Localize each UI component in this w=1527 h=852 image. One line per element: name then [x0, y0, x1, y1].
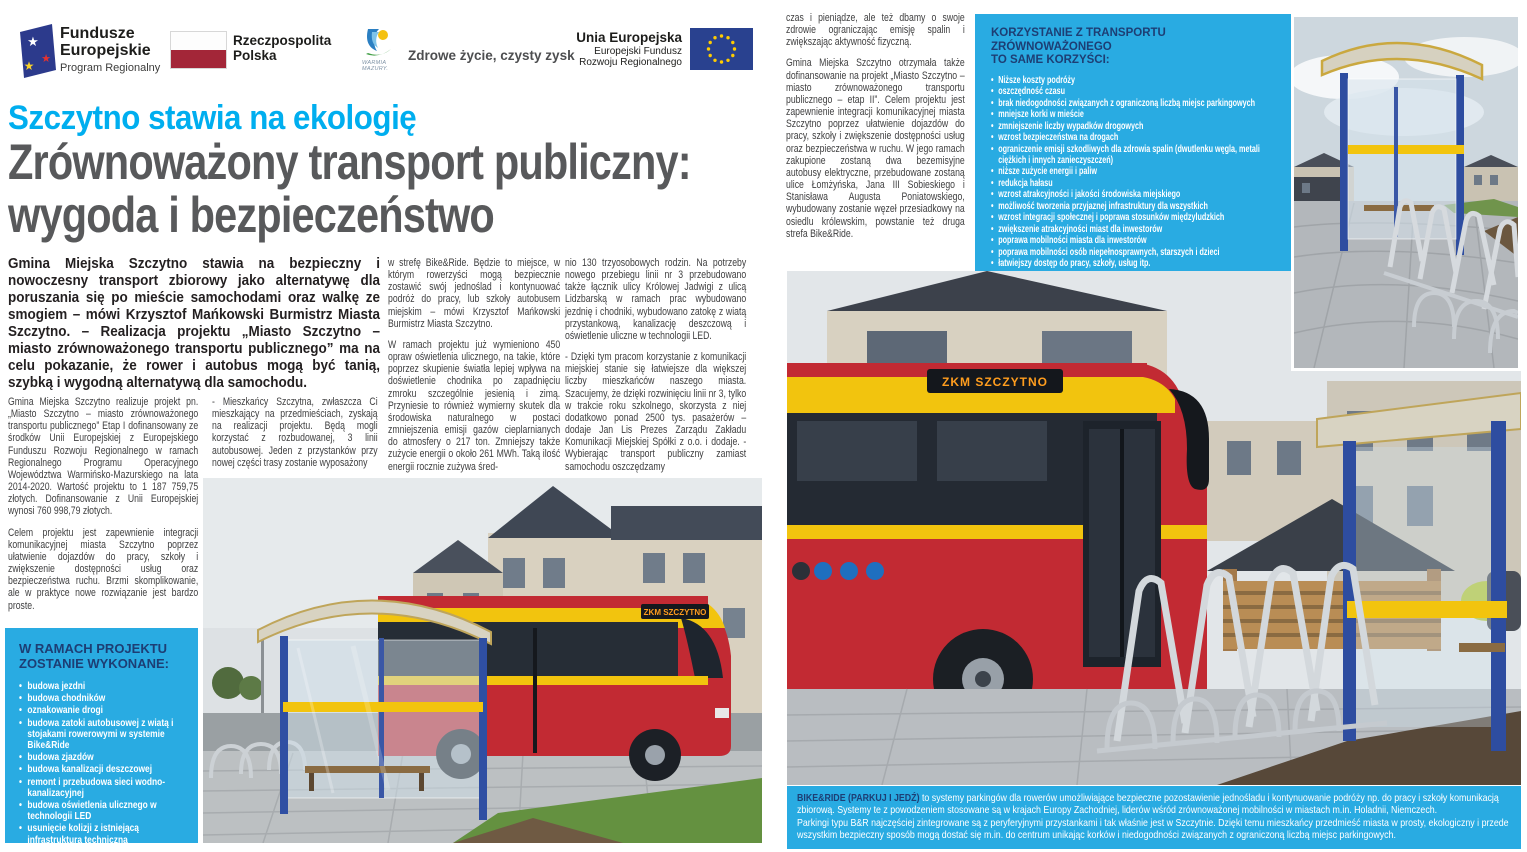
list-item: • remont i przebudowa sieci wodno-kanalizacyjnej: [19, 777, 187, 799]
list-item: • budowa oświetlenia ulicznego w technologii LED: [19, 800, 187, 822]
eu-logo-text: [560, 30, 682, 69]
list-item: • wzrost integracji społecznej i poprawa stosunków międzyludzkich: [991, 212, 1276, 223]
list-item: • budowa kanalizacji deszczowej: [19, 764, 187, 775]
list-item: • brak niedogodności związanych z ograniczoną liczbą miejsc parkingowych: [991, 98, 1276, 109]
bus-destination-display: ZKM SZCZYTNO: [942, 375, 1048, 389]
warmia-tagline: Zdrowe życie, czysty zysk: [408, 48, 575, 63]
list-item: • oszczędność czasu: [991, 86, 1276, 97]
article-intro: Gmina Miejska Szczytno stawia na bezpieczny i nowoczesny transport zbiorowy jako alternatywę dla poruszania się po mieście samochodami oraz walkę ze smogiem – mówi Krzysztof Mańkowski Burmistrz Miasta Szczytno. – Realizacja projektu „Miasto Szczytno – miasto zrównoważonego transportu publicznego” ma na celu pokazanie, że rower i autobus mogą być tanią, szybką i wygodną alternatywą dla samochodu.: [8, 256, 380, 391]
list-item: • wzrost atrakcyjności i jakości środowiska miejskiego: [991, 189, 1276, 200]
benefits-box: [975, 14, 1291, 272]
paragraph: Gmina Miejska Szczytno realizuje projekt pn. „Miasto Szczytno – miasto zrównoważonego transportu publicznego” Etap I dofinansowany ze środków Unii Europejskiej z Europejskiego Funduszu Rozwoju Regionalnego w ramach Regionalnego Programu Operacyjnego Województwa Warmińsko-Mazurskiego na lata 2014-2020. Wartość projektu to 1 187 759,75 złotych. Dofinansowanie z Unii Europejskiej wynosi 760 998,79 złotych.: [8, 396, 199, 518]
article-column-2: [212, 396, 378, 478]
caption-text-1: BIKE&RIDE (PARKUJ I JEDŹ) to systemy parkingów dla rowerów umożliwiające bezpieczne pozostawienie jednośladu i kontynuowanie podróży np. do pracy i szkoły komunikacją zbiorową. Systemy te z powodzeniem stosowane są w krajach Europy Zachodniej, liderów wśród zrównoważonej mobilności w miastach m.in. Holadnii, Niemczech.: [797, 793, 1499, 817]
article-column-5: [786, 12, 965, 249]
bus-destination-display: ZKM SZCZYTNO: [643, 608, 707, 617]
list-item: • budowa zjazdów: [19, 752, 187, 763]
article-headline: Zrównoważony transport publiczny: wygoda i bezpieczeństwo: [8, 134, 691, 243]
poland-flag-icon: [170, 31, 227, 69]
article-kicker: Szczytno stawia na ekologię: [8, 99, 417, 137]
eu-line1: Unia Europejska: [576, 30, 682, 45]
svg-text:★: ★: [41, 53, 51, 65]
list-item: • budowa chodników: [19, 693, 187, 704]
list-item: • zmniejszenie liczby wypadków drogowych: [991, 121, 1276, 132]
fundusze-logo-text: [60, 26, 160, 74]
paragraph: w strefę Bike&Ride. Będzie to miejsce, w którym rowerzyści mogą bezpiecznie zostawić swój jednoślad i kontynuować podróż do pracy, lub szkoły autobusem miejskim – mówi Krzysztof Mańkowski Burmistrz Miasta Szczytno.: [388, 257, 561, 330]
warmia-mazury-name: WARMIA MAZURY.: [362, 60, 389, 73]
list-item: • Niższe koszty podróży: [991, 75, 1276, 86]
fundusze-flag-icon: [16, 22, 60, 82]
poland-line1: Rzeczpospolita: [233, 33, 332, 48]
eu-funding-logo-strip: [0, 0, 770, 110]
article-column-1: [8, 396, 198, 621]
project-box-title: W RAMACH PROJEKTU ZOSTANIE WYKONANE:: [19, 641, 169, 671]
bike-ride-caption-box: [787, 786, 1521, 849]
list-item: • zwiększenie atrakcyjności miast dla inwestorów: [991, 224, 1276, 235]
list-item: • możliwość tworzenia przyjaznej infrastruktury dla wszystkich: [991, 201, 1276, 212]
caption-lead: BIKE&RIDE (PARKUJ I JEDŹ): [797, 793, 920, 804]
eu-line2: Europejski Fundusz: [594, 45, 682, 57]
caption-text-2: Parkingi typu B&R najczęściej zintegrowane są z peryferyjnymi przystankami i tak właśnie jest w Szczytnie. Dzięki temu mieszkańcy przedmieść miasta w prosty, ekologiczny i przede wszystkim bezpieczny sposób mogą dostać się m.in. do centrum unikając korków i niedogodności związanych z ograniczoną liczbą miejsc parkingowych.: [797, 817, 1509, 841]
list-item: • budowa zatoki autobusowej z wiatą i stojakami rowerowymi w systemie Bike&Ride: [19, 718, 187, 752]
paragraph: czas i pieniądze, ale też dbamy o swoje zdrowie ograniczając emisję spalin i zwiększając aktywność fizyczną.: [786, 12, 965, 49]
fundusze-line2: Europejskie: [60, 41, 151, 59]
bus-stop-scene: [203, 478, 762, 843]
list-item: • poprawa mobilności miasta dla inwestorów: [991, 235, 1276, 246]
svg-text:★: ★: [23, 59, 35, 73]
shelter-inset-scene: [1294, 17, 1518, 368]
paragraph: nio 130 trzyosobowych rodzin. Na potrzeby nowego przebiegu linii nr 3 przebudowano także łącznik ulicy Królowej Jadwigi z ulicą Lidzbarską w ramach prac wybudowano jezdnię i chodniki, wybudowano zatokę z wiatą przystankową, kanalizację deszczową i oświetlenie uliczne w technologii LED.: [565, 257, 747, 342]
benefits-list: [991, 75, 1276, 270]
list-item: • ograniczenie emisji szkodliwych dla zdrowia spalin (dwutlenku węgla, metali ciężkich i innych zanieczyszczeń): [991, 144, 1276, 166]
list-item: • niższe zużycie energii i paliw: [991, 166, 1276, 177]
article-column-3: [388, 257, 560, 482]
poland-logo-text: [233, 34, 331, 64]
list-item: • poprawa mobilności osób niepełnosprawnych, starszych i dzieci: [991, 247, 1276, 258]
project-scope-list: [19, 681, 187, 846]
list-item: • usunięcie kolizji z istniejącą infrastrukturą techniczną: [19, 823, 187, 845]
fundusze-line1: Fundusze: [60, 25, 135, 42]
benefits-box-title: KORZYSTANIE Z TRANSPORTU ZRÓWNOWAŻONEGO TO SAME KORZYŚCI:: [991, 27, 1166, 66]
city-bus: [787, 363, 1209, 729]
paragraph: - Dzięki tym pracom korzystanie z komunikacji miejskiej stanie się łatwiejsze dla większej liczby mieszkańców naszego miasta. Szacujemy, że dzięki rozwinięciu linii nr 3, tylko w trakcie roku szkolnego, skorzysta z niej dodatkowo ponad 2500 tys. pasażerów – dodaje Jan Lis Prezes Zarządu Zakładu Komunikacji Miejskiej Spółki z o.o. i dodaje. - Wybierając transport publiczny zamiast samochodu oszczędzamy: [565, 351, 747, 473]
paragraph: Celem projektu jest zapewnienie integracji komunikacyjnej miasta Szczytno poprzez ułatwienie dojazdów do pracy, szkoły i zwiększenie dostępności usług oraz bezpieczeństwa ruchu. Brzmi skomplikowanie, ale w praktyce nowe rozwiązanie jest bardzo proste.: [8, 526, 199, 612]
paragraph: - Mieszkańcy Szczytna, zwłaszcza Ci mieszkający na przedmieściach, zyskają na realizacji projektu. Będą mogli korzystać z rozbudowanej, 3 linii autobusowej. Jeden z przystanków przy nowej części trasy zostanie wyposażony: [212, 396, 378, 469]
photo-shelter-bike-racks-inset: [1291, 14, 1521, 371]
list-item: • mniejsze korki w mieście: [991, 109, 1276, 120]
photo-bus-stop-shelter: [203, 478, 762, 843]
poland-line2: Polska: [233, 47, 277, 63]
list-item: • redukcja hałasu: [991, 178, 1276, 189]
list-item: • budowa jezdni: [19, 681, 187, 692]
svg-text:★: ★: [27, 34, 39, 49]
list-item: • oznakowanie drogi: [19, 705, 187, 716]
fundusze-line3: Program Regionalny: [60, 61, 161, 74]
list-item: • wzrost bezpieczeństwa na drogach: [991, 132, 1276, 143]
eu-flag-icon: [690, 28, 753, 70]
warmia-mazury-icon: [362, 26, 394, 60]
paragraph: W ramach projektu już wymieniono 450 opraw oświetlenia ulicznego, na takie, które poprzez skupienie światła lepiej wpływa na doświetlenie chodnika po zapadnięciu zmroku szczególnie jesienią i zimą. Przyniesie to również wymierny skutek dla środowiska naturalnego w postaci zmniejszenia emisji gazów cieplarnianych do atmosfery o 217 ton. Zmniejszy także zużycie energii o około 261 MWh. Taką ilość energii rocznie zużywa śred-: [388, 338, 561, 473]
paragraph: Gmina Miejska Szczytno otrzymała także dofinansowanie na projekt „Miasto Szczytno – miasto zrównoważonego transportu publicznego – etap II”. Celem projektu jest zapewnienie integracji komunikacyjnej miasta Szczytno poprzez ułatwienie dojazdów do pracy, szkoły i zwiększenie dostępności usług oraz bezpieczeństwa w ruchu. W jego ramach zakupione zostaną dwa bezemisyjne autobusy elektryczne, przebudowane zostaną ulice Łomżyńska, Jana III Sobieskiego i Stanisława Augusta Poniatowskiego, wybudowany zostanie węzeł przesiadkowy na osiedlu królewskim, powstanie też druga strefa Bike&Ride.: [786, 57, 965, 240]
eu-line3: Rozwoju Regionalnego: [579, 57, 682, 69]
list-item: • łatwiejszy dostęp do pracy, szkoły, usług itp.: [991, 258, 1276, 269]
article-column-4: [565, 257, 746, 482]
project-scope-box: [5, 628, 198, 846]
